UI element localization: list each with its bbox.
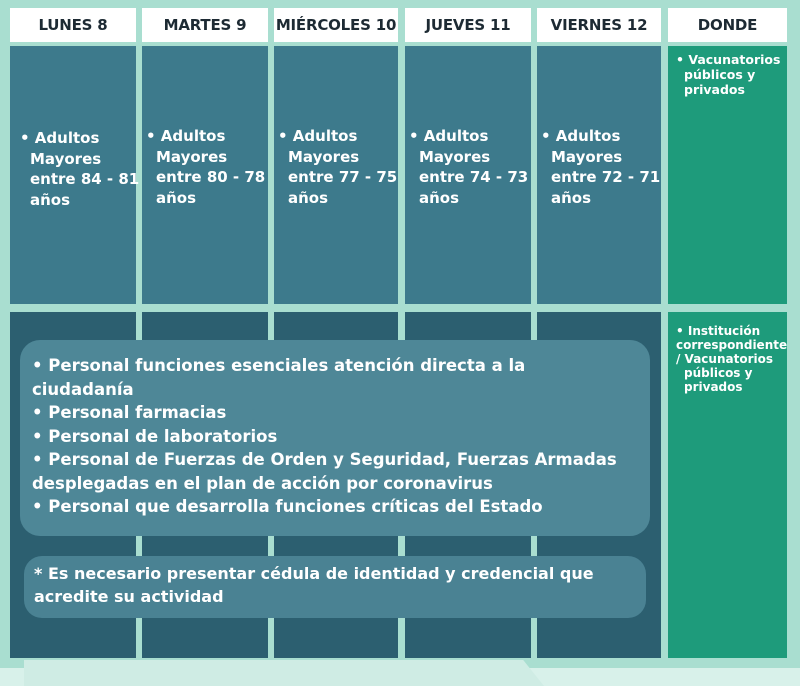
group-line: • Personal farmacias xyxy=(32,403,227,422)
where-line: públicos y xyxy=(684,67,756,82)
group-line: ciudadanía xyxy=(32,379,134,399)
header-donde: DONDE xyxy=(668,8,787,42)
age-line: • Adultos xyxy=(278,127,358,145)
lower-where-cell xyxy=(668,312,787,658)
age-line: años xyxy=(551,188,592,207)
age-line: Mayores xyxy=(419,147,491,166)
where-line: privados xyxy=(684,82,745,97)
age-line: entre 80 - 78 xyxy=(156,168,266,186)
group-line: • Personal de Fuerzas de Orden y Seguridad, Fuerzas Armadas xyxy=(32,450,617,469)
age-line: • Adultos xyxy=(409,127,489,145)
age-range-lunes xyxy=(20,128,139,210)
requirement-note xyxy=(24,556,646,618)
age-range-viernes xyxy=(541,126,660,208)
priority-groups-panel xyxy=(20,340,650,536)
note-line: * Es necesario presentar cédula de identidad y credencial que xyxy=(34,564,594,583)
age-line: años xyxy=(156,188,197,207)
age-range-martes xyxy=(146,126,265,208)
age-line: entre 74 - 73 xyxy=(419,168,529,186)
header-lunes: LUNES 8 xyxy=(10,8,136,42)
group-line: desplegadas en el plan de acción por coronavirus xyxy=(32,473,493,493)
bottom-tab xyxy=(24,660,544,686)
where-line: / Vacunatorios xyxy=(676,352,773,366)
upper-where-cell xyxy=(668,46,787,304)
age-line: entre 77 - 75 xyxy=(288,168,398,186)
age-range-jueves xyxy=(409,126,528,208)
age-line: entre 72 - 71 xyxy=(551,168,661,186)
note-line: acredite su actividad xyxy=(34,587,224,606)
group-line: • Personal de laboratorios xyxy=(32,426,278,446)
age-line: Mayores xyxy=(551,147,623,166)
header-viernes: VIERNES 12 xyxy=(537,8,661,42)
age-line: años xyxy=(288,188,329,207)
where-line: • Institución xyxy=(676,324,761,338)
where-line: públicos y xyxy=(684,366,753,380)
age-line: años xyxy=(419,188,460,207)
age-line: • Adultos xyxy=(146,127,226,145)
where-line: correspondiente xyxy=(676,338,788,352)
age-range-miercoles xyxy=(278,126,397,208)
header-miercoles: MIÉRCOLES 10 xyxy=(274,8,398,42)
where-line: privados xyxy=(684,380,743,394)
group-line: • Personal que desarrolla funciones críticas del Estado xyxy=(32,497,543,516)
age-line: Mayores xyxy=(288,147,360,166)
where-line: • Vacunatorios xyxy=(676,52,781,67)
header-martes: MARTES 9 xyxy=(142,8,268,42)
header-jueves: JUEVES 11 xyxy=(405,8,531,42)
age-line: Mayores xyxy=(30,149,102,168)
age-line: • Adultos xyxy=(20,129,100,147)
age-line: entre 84 - 81 xyxy=(30,170,140,188)
age-line: • Adultos xyxy=(541,127,621,145)
group-line: • Personal funciones esenciales atención directa a la xyxy=(32,356,526,375)
age-line: años xyxy=(30,190,71,209)
age-line: Mayores xyxy=(156,147,228,166)
